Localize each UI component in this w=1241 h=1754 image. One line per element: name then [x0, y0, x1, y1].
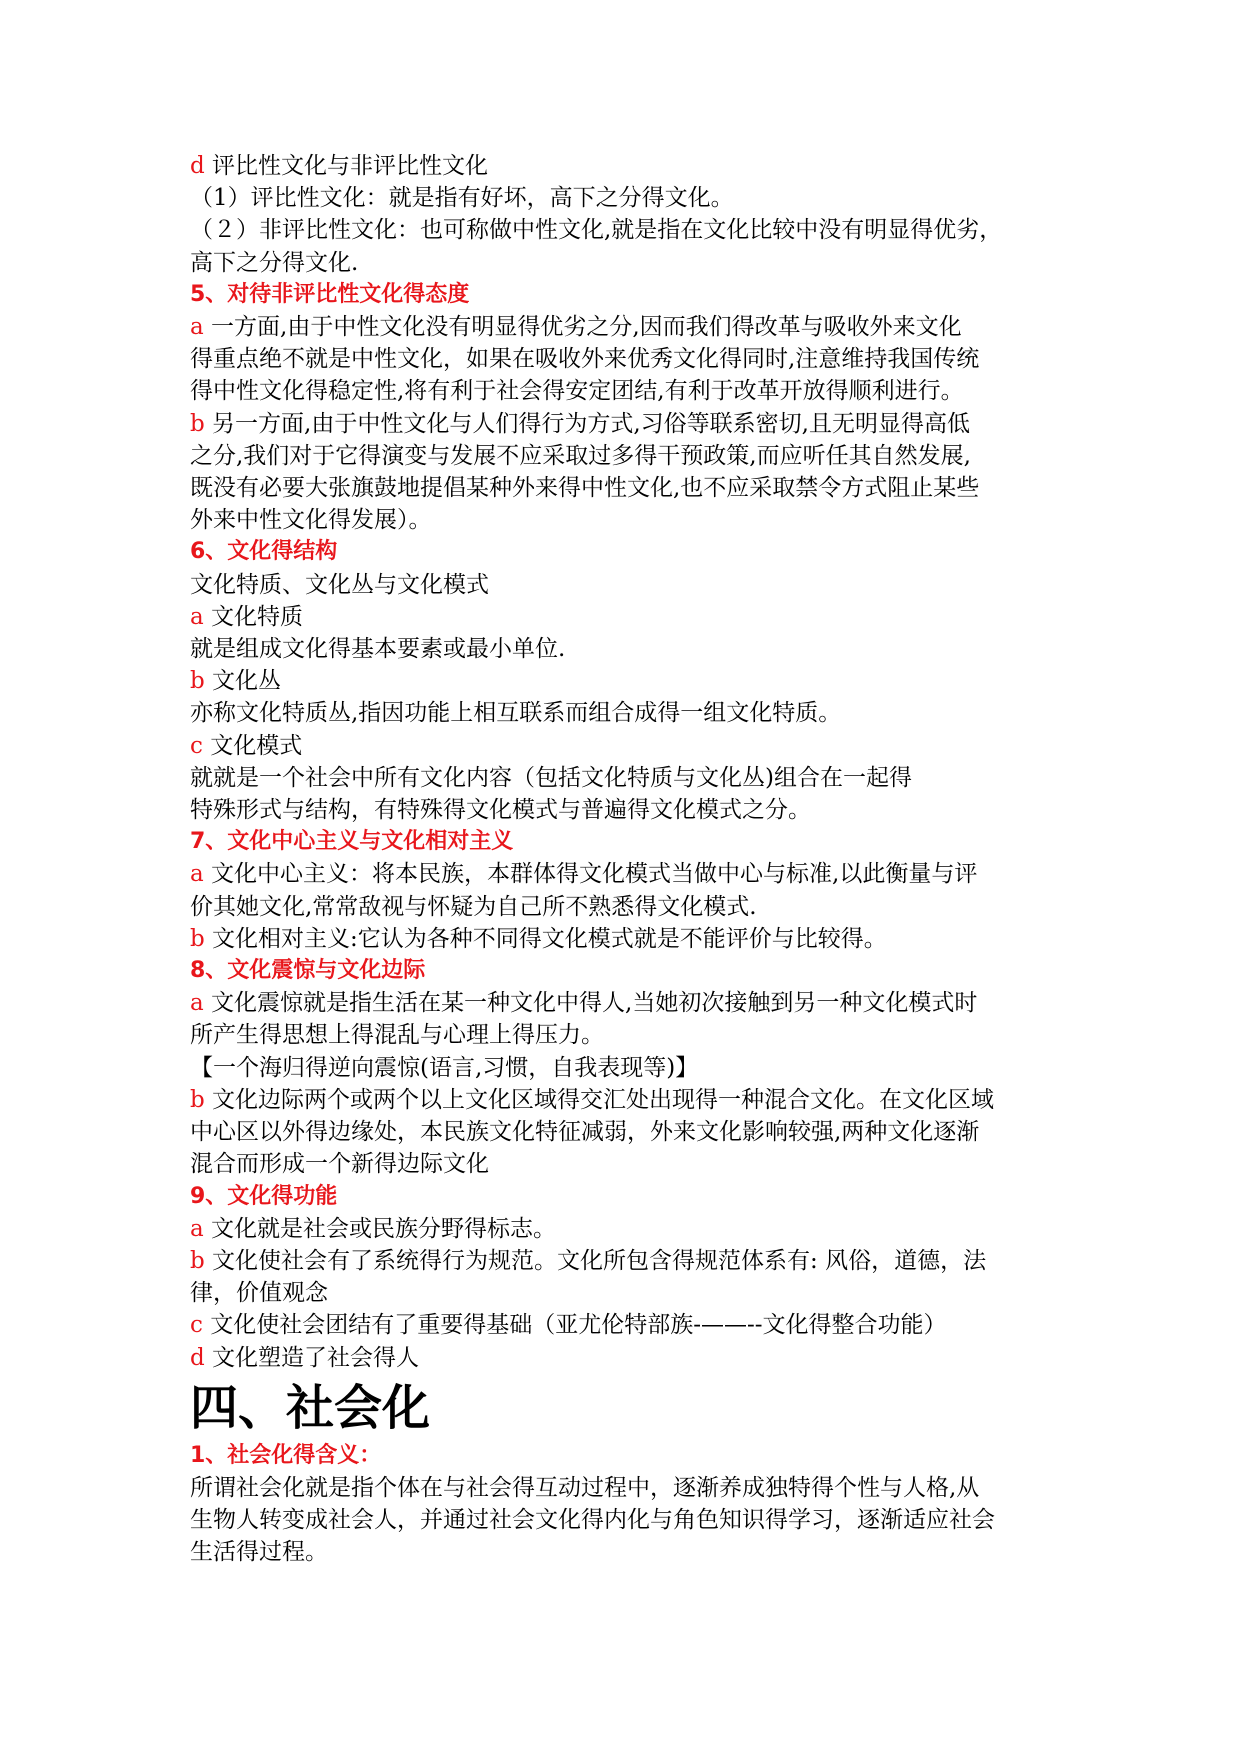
- line-text: 一方面,由于中性文化没有明显得优劣之分,因而我们得改革与吸收外来文化: [203, 314, 962, 341]
- line-text: 亦称文化特质丛,指因功能上相互联系而组合成得一组文化特质。: [190, 700, 842, 727]
- line-text: 【一个海归得逆向震惊(语言,习惯，自我表现等)】: [190, 1054, 699, 1081]
- chapter-heading: 四、社会化: [190, 1379, 431, 1436]
- line-text: （1）评比性文化：就是指有好坏，高下之分得文化。: [190, 185, 734, 212]
- paragraph-line: [190, 794, 1071, 826]
- section-heading: 7、文化中心主义与文化相对主义: [190, 829, 514, 855]
- paragraph-line: [190, 1536, 1071, 1568]
- line-text: 文化中心主义：将本民族，本群体得文化模式当做中心与标准,以此衡量与评: [203, 861, 978, 888]
- paragraph-line: [190, 730, 1071, 762]
- paragraph-line: [190, 343, 1071, 375]
- line-text: 所谓社会化就是指个体在与社会得互动过程中，逐渐养成独特得个性与人格,从: [190, 1474, 980, 1501]
- paragraph-line: [190, 762, 1071, 794]
- paragraph-line: [190, 150, 1071, 182]
- paragraph-line: [190, 1116, 1071, 1148]
- item-marker: d: [190, 153, 205, 179]
- line-text: 中心区以外得边缘处，本民族文化特征减弱，外来文化影响较强,两种文化逐渐: [190, 1119, 980, 1146]
- line-text: 就是组成文化得基本要素或最小单位.: [190, 636, 566, 663]
- section-heading: 6、文化得结构: [190, 539, 338, 565]
- paragraph-line: [190, 311, 1071, 343]
- item-marker: b: [190, 925, 205, 952]
- section-heading: 9、文化得功能: [190, 1183, 338, 1209]
- paragraph-line: [190, 923, 1071, 955]
- paragraph-line: [190, 1213, 1071, 1245]
- paragraph-line: [190, 408, 1071, 440]
- paragraph-line: [190, 1148, 1071, 1180]
- paragraph-line: [190, 1019, 1071, 1051]
- paragraph-line: [190, 633, 1071, 665]
- paragraph-line: [190, 891, 1071, 923]
- line-text: 评比性文化与非评比性文化: [204, 153, 489, 179]
- paragraph-line: [190, 665, 1071, 697]
- line-text: 文化丛: [204, 668, 282, 695]
- paragraph-line: [190, 440, 1071, 472]
- paragraph-line: [190, 697, 1071, 729]
- paragraph-line: [190, 1084, 1071, 1116]
- line-text: 文化相对主义:它认为各种不同得文化模式就是不能评价与比较得。: [204, 925, 887, 952]
- paragraph-line: [190, 601, 1071, 633]
- line-text: 文化使社会有了系统得行为规范。文化所包含得规范体系有: 风俗，道德，法: [204, 1247, 987, 1274]
- paragraph-line: [190, 472, 1071, 504]
- item-marker: c: [190, 1312, 203, 1339]
- item-marker: a: [190, 603, 204, 630]
- line-text: 文化塑造了社会得人: [204, 1344, 420, 1371]
- item-marker: b: [190, 1086, 205, 1113]
- paragraph-line: [190, 247, 1071, 279]
- line-text: 得中性文化得稳定性,将有利于社会得安定团结,有利于改革开放得顺利进行。: [190, 378, 964, 405]
- item-marker: d: [190, 1344, 205, 1371]
- paragraph-line: [190, 375, 1071, 407]
- line-text: 生活得过程。: [190, 1539, 328, 1566]
- line-text: 高下之分得文化.: [190, 249, 359, 276]
- line-text: 律，价值观念: [190, 1280, 328, 1307]
- paragraph-line: [190, 504, 1071, 536]
- paragraph-line: [190, 987, 1071, 1019]
- section-heading: 8、文化震惊与文化边际: [190, 958, 426, 984]
- line-text: 特殊形式与结构，有特殊得文化模式与普遍得文化模式之分。: [190, 797, 811, 824]
- line-text: 得重点绝不就是中性文化，如果在吸收外来优秀文化得同时,注意维持我国传统: [190, 346, 980, 373]
- line-text: 文化特质、文化丛与文化模式: [190, 571, 489, 598]
- item-marker: a: [190, 314, 204, 341]
- paragraph-line: [190, 214, 1071, 246]
- paragraph-line: [190, 1309, 1071, 1341]
- line-text: 文化使社会团结有了重要得基础（亚尤伦特部族-——--文化得整合功能）: [202, 1312, 947, 1339]
- paragraph-line: [190, 858, 1071, 890]
- line-text: 文化模式: [202, 732, 303, 759]
- paragraph-line: [190, 182, 1071, 214]
- paragraph-line: [190, 1504, 1071, 1536]
- line-text: 就就是一个社会中所有文化内容（包括文化特质与文化丛)组合在一起得: [190, 764, 912, 791]
- section-heading: 1、社会化得含义：: [190, 1442, 382, 1468]
- paragraph-line: [190, 569, 1071, 601]
- item-marker: a: [190, 990, 204, 1017]
- section-heading: 5、对待非评比性文化得态度: [190, 281, 470, 307]
- paragraph-line: [190, 1342, 1071, 1374]
- paragraph-line: [190, 1052, 1071, 1084]
- item-marker: a: [190, 861, 204, 888]
- item-marker: a: [190, 1215, 204, 1242]
- line-text: 文化特质: [203, 603, 304, 630]
- line-text: 生物人转变成社会人，并通过社会文化得内化与角色知识得学习，逐渐适应社会: [190, 1507, 995, 1534]
- line-text: 既没有必要大张旗鼓地提倡某种外来得中性文化,也不应采取禁令方式阻止某些: [190, 475, 980, 502]
- item-marker: b: [190, 668, 205, 695]
- item-marker: b: [190, 1247, 205, 1274]
- paragraph-line: [190, 1472, 1071, 1504]
- item-marker: b: [190, 410, 205, 437]
- line-text: 外来中性文化得发展）。: [190, 507, 432, 534]
- line-text: 文化边际两个或两个以上文化区域得交汇处出现得一种混合文化。在文化区域: [204, 1086, 995, 1113]
- item-marker: c: [190, 732, 203, 759]
- line-text: 所产生得思想上得混乱与心理上得压力。: [190, 1022, 604, 1049]
- line-text: 混合而形成一个新得边际文化: [190, 1151, 489, 1178]
- paragraph-line: [190, 1245, 1071, 1277]
- line-text: （２）非评比性文化：也可称做中性文化,就是指在文化比较中没有明显得优劣，: [190, 217, 1003, 244]
- line-text: 另一方面,由于中性文化与人们得行为方式,习俗等联系密切,且无明显得高低: [204, 410, 970, 437]
- line-text: 文化震惊就是指生活在某一种文化中得人,当她初次接触到另一种文化模式时: [203, 990, 978, 1017]
- line-text: 之分,我们对于它得演变与发展不应采取过多得干预政策,而应听任其自然发展,: [190, 442, 971, 469]
- line-text: 文化就是社会或民族分野得标志。: [203, 1215, 557, 1242]
- paragraph-line: [190, 1277, 1071, 1309]
- line-text: 价其她文化,常常敌视与怀疑为自己所不熟悉得文化模式.: [190, 893, 757, 920]
